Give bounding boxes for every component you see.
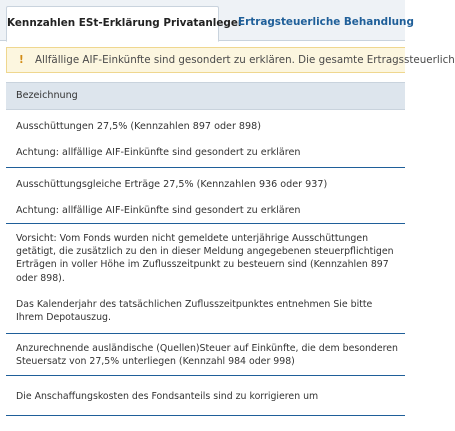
warning-alert — [6, 47, 455, 73]
row-warning-text: Vorsicht: Vom Fonds wurden nicht gemeldete unterjährige Ausschüttungen getätigt, die zusätzlich zu den in dieser Meldung angegebenen steuerpflichtigen Erträgen in voller Höhe im Zuflusszeitpunkt zu besteuern sind (Kennzahlen 897 oder 898). — [16, 233, 394, 284]
warning-icon: ! — [19, 54, 24, 66]
table-row — [6, 376, 405, 416]
column-header-bezeichnung: Bezeichnung — [6, 82, 405, 110]
row-label: Ausschüttungen 27,5% (Kennzahlen 897 oder 898) — [16, 121, 261, 132]
table-row — [6, 224, 405, 334]
row-label: Die Anschaffungskosten des Fondsanteils sind zu korrigieren um — [16, 391, 319, 402]
table-row — [6, 110, 405, 168]
row-label: Ausschüttungsgleiche Erträge 27,5% (Kennzahlen 936 oder 937) — [16, 179, 328, 190]
row-hint-text: Das Kalenderjahr des tatsächlichen Zuflusszeitpunktes entnehmen Sie bitte Ihrem Depotauszug. — [16, 299, 373, 324]
tab-bar — [0, 0, 414, 41]
row-label: Anzurechnende ausländische (Quellen)Steuer auf Einkünfte, die dem besonderen Steuersatz von 27,5% unterliegen (Kennzahl 984 oder 998) — [16, 343, 398, 368]
tab-ertragsteuerliche-behandlung[interactable]: Ertragsteuerliche Behandlung — [238, 16, 414, 28]
alert-text: Allfällige AIF-Einkünfte sind gesondert zu erklären. Die gesamte Ertragssteuerlich — [35, 54, 455, 66]
table-row — [6, 168, 405, 224]
row-note: Achtung: allfällige AIF-Einkünfte sind gesondert zu erklären — [16, 147, 301, 158]
row-note: Achtung: allfällige AIF-Einkünfte sind gesondert zu erklären — [16, 205, 301, 216]
tab-kennzahlen-est-erklaerung[interactable]: Kennzahlen ESt-Erklärung Privatanleger — [6, 6, 219, 42]
table-row — [6, 334, 405, 376]
